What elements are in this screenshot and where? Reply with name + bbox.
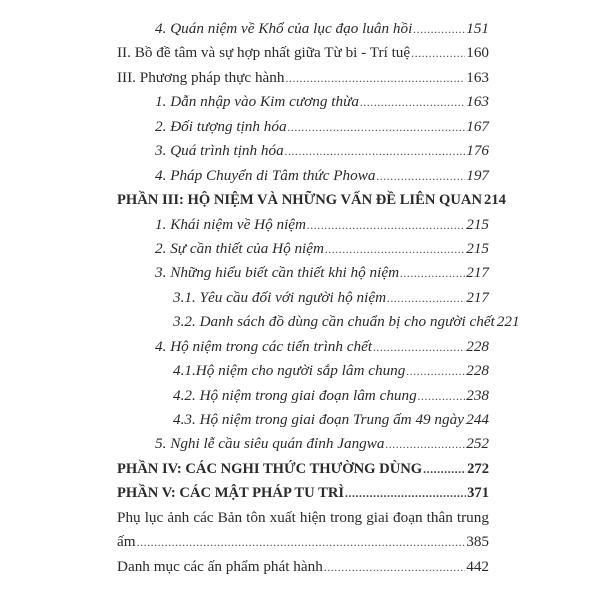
toc-entry — [117, 90, 489, 114]
toc-entry — [117, 164, 489, 188]
word: các — [193, 508, 214, 526]
toc-entry-page: 160 — [466, 44, 489, 62]
toc-entry-page: 221 — [496, 313, 520, 331]
toc-entry — [117, 286, 489, 310]
toc-entry — [117, 213, 489, 237]
word: hiện — [299, 508, 327, 526]
toc-entry-page: 215 — [466, 239, 489, 257]
word: lục — [144, 508, 164, 526]
toc-entry-page: 228 — [466, 337, 489, 355]
toc-entry — [117, 41, 489, 65]
toc-entry-page: 371 — [467, 485, 489, 502]
toc-entry-page: 163 — [466, 68, 489, 86]
toc-entry — [117, 66, 489, 90]
dot-leader — [345, 481, 466, 505]
table-of-contents — [117, 17, 520, 579]
toc-entry-page: 167 — [466, 117, 489, 135]
appendix-entry-line1 — [117, 506, 489, 530]
toc-entry-title: 3. Những hiểu biết cần thiết khi hộ niệm — [155, 264, 400, 282]
toc-entry — [117, 188, 506, 212]
toc-entry-page: 176 — [466, 142, 489, 160]
dot-leader — [423, 457, 466, 481]
toc-entry-title: Danh mục các ấn phẩm phát hành — [117, 557, 323, 575]
toc-entry — [117, 261, 489, 285]
dot-leader — [285, 66, 465, 90]
toc-entry-title: 4.1.Hộ niệm cho người sắp lâm chung — [173, 362, 406, 380]
dot-leader — [324, 555, 465, 579]
toc-entry-page: 151 — [466, 20, 489, 37]
toc-entry-page: 238 — [466, 386, 489, 404]
toc-entry — [117, 139, 489, 163]
dot-leader — [288, 115, 466, 139]
toc-entry-title: PHẦN V: CÁC MẬT PHÁP TU TRÌ — [117, 485, 345, 502]
word: Phụ — [117, 508, 141, 526]
dot-leader — [400, 261, 465, 285]
dot-leader — [387, 286, 465, 310]
toc-entry-title: PHẦN III: HỘ NIỆM VÀ NHỮNG VẤN ĐỀ LIÊN QUAN — [117, 192, 483, 209]
toc-entry-page: 217 — [466, 288, 489, 306]
word: Bản — [217, 508, 243, 526]
toc-entry-title: 5. Nghi lễ cầu siêu quán đỉnh Jangwa — [155, 435, 385, 453]
word: tôn — [246, 508, 266, 526]
dot-leader — [418, 384, 466, 408]
toc-entry-page: 197 — [466, 166, 489, 184]
dot-leader — [307, 213, 465, 237]
toc-entry — [117, 555, 489, 579]
dot-leader — [373, 335, 465, 359]
toc-entry — [117, 530, 489, 554]
toc-entry-page: 442 — [466, 557, 489, 575]
toc-entry-page: 385 — [466, 533, 489, 551]
dot-leader — [411, 41, 465, 65]
dot-leader — [325, 237, 465, 261]
toc-entry — [117, 457, 489, 481]
toc-entry — [117, 335, 489, 359]
toc-entry-title: 1. Khái niệm về Hộ niệm — [155, 215, 306, 233]
toc-entry — [117, 384, 489, 408]
toc-entry-title: 3.2. Danh sách đồ dùng cần chuẩn bị cho người chết — [173, 313, 495, 331]
toc-entry — [117, 432, 489, 456]
toc-entry — [117, 17, 489, 41]
toc-entry-title: 2. Đối tượng tịnh hóa — [155, 117, 287, 135]
toc-entry-title: 4. Pháp Chuyển di Tâm thức Phowa — [155, 166, 376, 184]
word: trong — [330, 508, 363, 526]
toc-entry-page: 272 — [467, 460, 489, 477]
toc-entry — [117, 359, 489, 383]
toc-entry-page: 163 — [466, 93, 489, 111]
toc-entry-title: 4.3. Hộ niệm trong giai đoạn Trung ấm 49 ngày — [173, 411, 464, 428]
word: trung — [456, 508, 489, 526]
word: xuất — [269, 508, 296, 526]
toc-entry-title: 3.1. Yêu cầu đối với người hộ niệm — [173, 288, 387, 306]
toc-entry-page: 217 — [466, 264, 489, 282]
word: đoạn — [393, 508, 423, 526]
toc-entry — [117, 408, 489, 432]
toc-entry-title: 1. Dẫn nhập vào Kim cương thừa — [155, 93, 359, 111]
dot-leader — [376, 164, 465, 188]
toc-entry-title: 4. Quán niệm về Khổ của lục đạo luân hồi — [155, 20, 413, 37]
toc-entry — [117, 310, 520, 334]
dot-leader — [137, 530, 466, 554]
toc-entry — [117, 237, 489, 261]
toc-entry-title: 3. Quá trình tịnh hóa — [155, 142, 284, 160]
word: giai — [366, 508, 389, 526]
dot-leader — [360, 90, 465, 114]
dot-leader — [406, 359, 465, 383]
word: thân — [426, 508, 453, 526]
toc-entry-title: III. Phương pháp thực hành — [117, 68, 285, 86]
toc-entry — [117, 481, 489, 505]
toc-entry-page: 244 — [466, 411, 489, 428]
toc-entry-title: PHẦN IV: CÁC NGHI THỨC THƯỜNG DÙNG — [117, 460, 423, 477]
toc-entry-title: 4. Hộ niệm trong các tiến trình chết — [155, 337, 373, 355]
toc-entry-title: 2. Sự cần thiết của Hộ niệm — [155, 239, 324, 257]
dot-leader — [285, 139, 466, 163]
toc-entry-page: 252 — [466, 435, 489, 453]
toc-entry-page: 228 — [466, 362, 489, 380]
toc-entry-page: 214 — [484, 192, 506, 209]
toc-entry-title: II. Bồ đề tâm và sự hợp nhất giữa Từ bi - Trí tuệ — [117, 44, 411, 62]
toc-entry — [117, 115, 489, 139]
dot-leader — [413, 17, 465, 41]
toc-entry-title: ấm — [117, 533, 136, 551]
toc-entry-title: 4.2. Hộ niệm trong giai đoạn lâm chung — [173, 386, 417, 404]
word: ảnh — [167, 508, 190, 526]
toc-entry-page: 215 — [466, 215, 489, 233]
dot-leader — [385, 432, 465, 456]
